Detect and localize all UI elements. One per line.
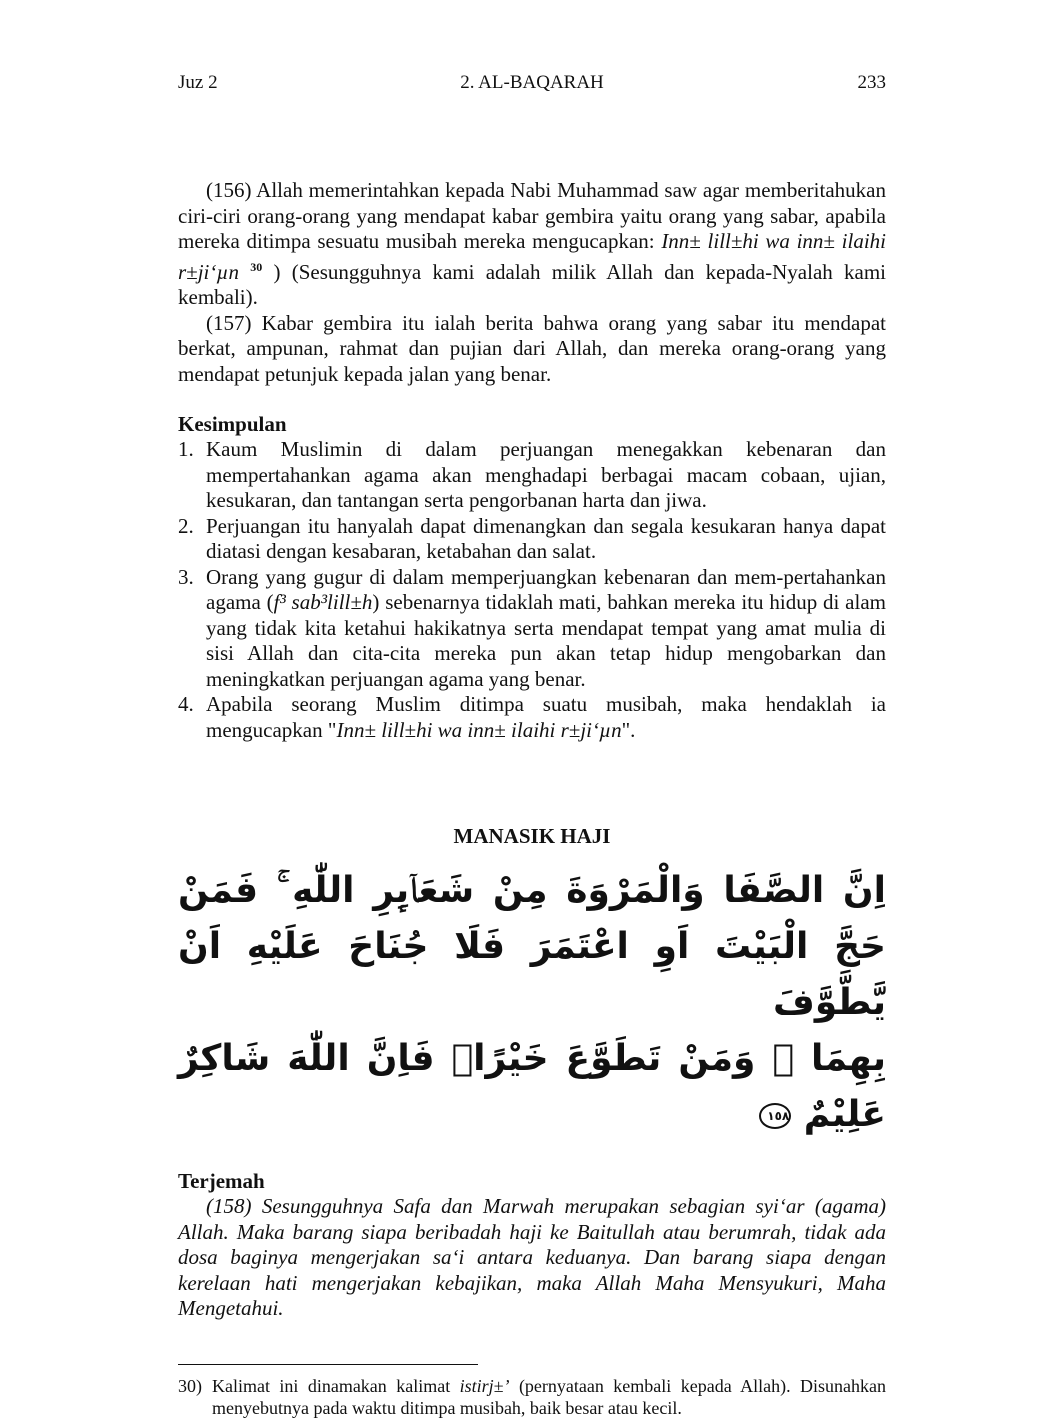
kesimpulan-heading: Kesimpulan xyxy=(178,412,287,436)
footnote-ref[interactable]: 30 xyxy=(250,259,263,274)
page xyxy=(178,70,886,1419)
arabic-line-1: اِنَّ الصَّفَا وَالْمَرْوَةَ مِنْ شَعَاۤىِٕرِ اللّٰهِ ۚ فَمَنْ حَجَّ الْبَيْتَ اَوِ اعْتَمَرَ فَلَا جُنَاحَ عَلَيْهِ اَنْ يَّطَّوَّفَ xyxy=(178,870,886,1023)
arabic-line-2: بِهِمَا ۗ وَمَنْ تَطَوَّعَ خَيْرًاۙ فَاِنَّ اللّٰهَ شَاكِرٌ عَلِيْمٌ ١٥٨ xyxy=(178,1038,886,1135)
running-header xyxy=(178,70,886,96)
translation-158: (158) Sesungguhnya Safa dan Marwah merupakan sebagian syi‘ar (agama) Allah. Maka barang siapa beribadah haji ke Baitullah atau berumrah, tidak ada dosa baginya mengerjakan sa‘i antara keduanya. Dan barang siapa dengan kerelaan hati mengerjakan kebajikan, maka Allah Maha Mensyukuri, Maha Mengetahui. xyxy=(178,1194,886,1320)
arabic-verse xyxy=(178,863,886,1143)
ayah-number-icon: ١٥٨ xyxy=(759,1103,791,1129)
section-title: MANASIK HAJI xyxy=(453,824,611,848)
list-item: 1. Kaum Muslimin di dalam perjuangan menegakkan kebenaran dan mempertahankan agama akan menghadapi berbagai macam cobaan, ujian, kesukaran, dan tantangan serta pengorbanan harta dan jiwa. xyxy=(178,437,886,512)
footnote-divider xyxy=(178,1364,478,1365)
terjemah-heading: Terjemah xyxy=(178,1169,265,1193)
paragraph-157: (157) Kabar gembira itu ialah berita bahwa orang yang sabar itu mendapat berkat, ampunan, rahmat dan pujian dari Allah, dan mereka orang-orang yang mendapat petunjuk kepada jalan yang benar. xyxy=(178,310,886,386)
footnote-30: 30) Kalimat ini dinamakan kalimat istirj±’ (pernyataan kembali kepada Allah). Disunahkan menyebutnya pada waktu ditimpa musibah, baik besar atau kecil. xyxy=(178,1375,886,1418)
istirja-phrase: Inn± lill±hi wa inn± ilaihi r±ji‘µn xyxy=(178,229,886,284)
paragraph-156: (156) Allah memerintahkan kepada Nabi Muhammad saw agar memberitahukan ciri-ciri orang-orang yang mendapat kabar gembira yaitu orang yang sabar, apabila mereka ditimpa sesuatu musibah mereka mengucapkan: Inn± lill±hi wa inn± ilaihi r±ji‘µn $^{30}$ ) (Sesungguhnya kami adalah milik Allah dan kepada-Nyalah kami kembali). xyxy=(178,178,887,309)
list-item: 2. Perjuangan itu hanyalah dapat dimenangkan dan segala kesukaran hanya dapat diatasi dengan kesabaran, ketabahan dan salat. xyxy=(178,513,886,563)
commentary xyxy=(178,178,886,743)
header-juz: Juz 2 xyxy=(178,72,218,93)
header-page-number: 233 xyxy=(857,72,886,93)
list-item: 4. Apabila seorang Muslim ditimpa suatu musibah, maka hendaklah ia mengucapkan "Inn± lill±hi wa inn± ilaihi r±ji‘µn". xyxy=(178,692,886,742)
header-surah: 2. AL-BAQARAH xyxy=(460,72,604,93)
list-item: 3. Orang yang gugur di dalam memperjuangkan kebenaran dan mem-pertahankan agama (f³ sab³lill±h) sebenarnya tidaklah mati, bahkan mereka itu hidup di alam yang tidak kita ketahui hakikatnya serta mendapat tempat yang amat mulia di sisi Allah dan cita-cita mereka pun akan tetap hidup mengobarkan dan meningkatkan perjuangan agama yang benar. xyxy=(178,564,886,691)
kesimpulan-list xyxy=(178,437,886,743)
